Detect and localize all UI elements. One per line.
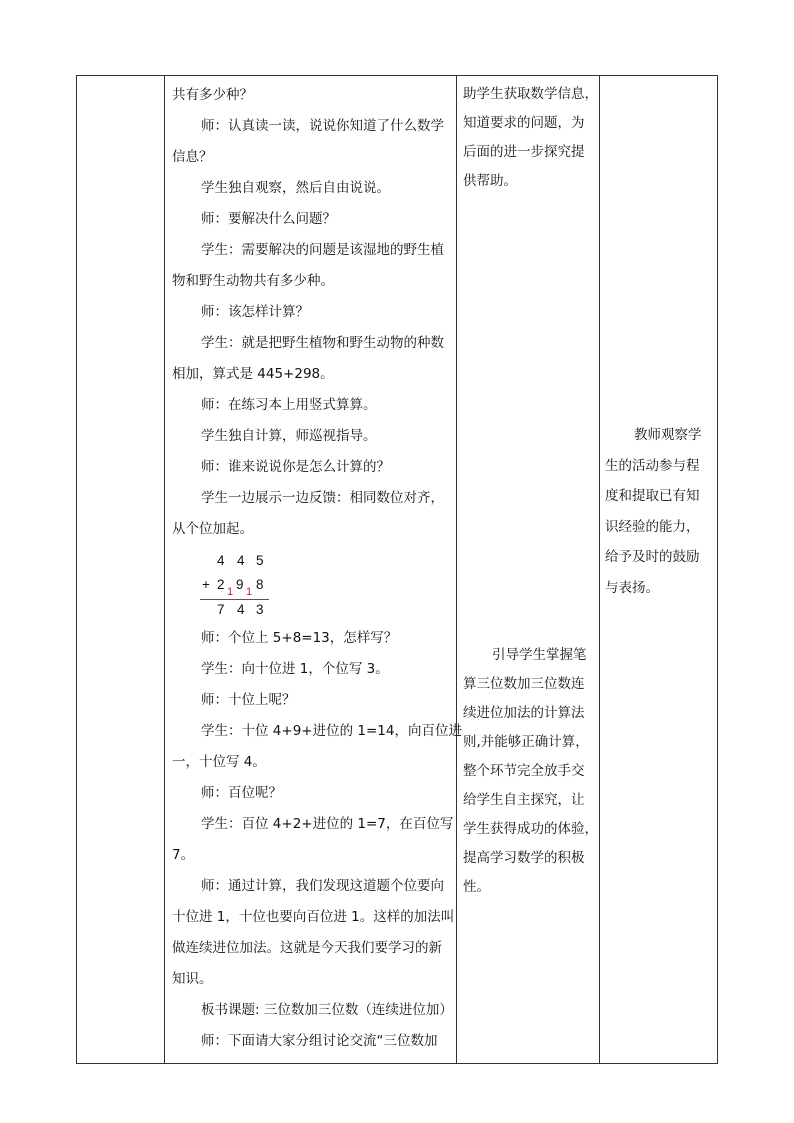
intent-block-2 [463,641,598,902]
text-line: 学生：就是把野生植物和野生动物的种数 [201,335,444,351]
text-line: 学生：向十位进 1，个位写 3。 [201,661,389,677]
text-line: 十位进 1，十位也要向百位进 1。这样的加法叫 [172,909,455,925]
text-line: 师：下面请大家分组讨论交流“三位数加 [201,1033,438,1049]
text-line: 师：谁来说说你是怎么计算的？ [201,459,390,475]
dialogue-before-calc [172,80,455,545]
text-line: 师：个位上 5+8=13，怎样写？ [201,630,398,646]
text-line: 引导学生掌握笔 [492,647,587,663]
vertical-addition [196,553,276,625]
result-digit-hundreds: 7 [217,602,225,617]
text-line: 学生一边展示一边反馈：相同数位对齐， [201,490,444,506]
text-line: 学生：十位 4+9+进位的 1=14，向百位进 [201,723,462,739]
top-digit-tens: 4 [237,553,245,568]
text-line: 给予及时的鼓励 [605,549,700,565]
text-line: 则,并能够正确计算， [463,734,589,750]
table-right-border [717,75,718,1064]
text-line: 后面的进一步探究提 [463,144,585,160]
text-line: 整个环节完全放手交 [463,763,585,779]
second-digit-tens: 9 [236,577,244,592]
text-line: 学生：需要解决的问题是该湿地的野生植 [201,242,444,258]
plus-operator: + [202,577,210,592]
text-line: 一，十位写 4。 [172,754,266,770]
text-line: 板书课题: 三位数加三位数（连续进位加） [201,1002,453,1018]
carry-mark-tens: 1 [246,586,253,598]
text-line: 师：十位上呢？ [201,692,296,708]
table-bottom-border [76,1063,718,1064]
text-line: 给学生自主探究，让 [463,792,585,808]
design-intent-column [463,80,598,895]
text-line: 学生独自观察，然后自由说说。 [201,180,390,196]
second-digit-ones: 8 [256,577,264,592]
text-line: 知识。 [172,971,213,987]
dialogue-after-calc [172,623,462,1057]
text-line: 学生独自计算，师巡视指导。 [201,428,377,444]
text-line: 物和野生动物共有多少种。 [172,273,334,289]
text-line: 师：通过计算，我们发现这道题个位要向 [201,878,444,894]
text-line: 供帮助。 [463,173,517,189]
second-digit-hundreds: 2 [217,577,225,592]
text-line: 生的活动参与程 [605,457,700,474]
text-line: 知道要求的问题，为 [463,115,585,131]
result-digit-tens: 4 [237,602,245,617]
text-line: 7。 [172,847,195,863]
text-line: 从个位加起。 [172,521,253,537]
text-line: 学生获得成功的体验， [463,821,598,837]
intent-block-1 [463,80,598,196]
column-divider-3 [599,75,600,1064]
text-line: 相加，算式是 445+298。 [172,366,334,382]
text-line: 师：该怎样计算？ [201,304,309,320]
evaluation-block [605,420,711,603]
table-left-border [76,75,77,1064]
text-line: 师：认真读一读，说说你知道了什么数学 [201,118,444,134]
text-line: 算三位数加三位数连 [463,676,585,692]
text-line: 助学生获取数学信息， [463,86,598,102]
text-line: 师：百位呢？ [201,785,282,801]
text-line: 教师观察学 [634,427,702,443]
table-top-border [76,75,718,76]
evaluation-column [605,420,711,603]
text-line: 学生：百位 4+2+进位的 1=7，在百位写 [201,816,454,832]
text-line: 做连续进位加法。这就是今天我们要学习的新 [172,940,442,956]
text-line: 信息？ [172,149,213,165]
text-line: 识经验的能力， [605,518,700,535]
text-line: 共有多少种？ [172,87,253,103]
text-line: 续进位加法的计算法 [463,705,585,721]
text-line: 性。 [463,879,490,895]
text-line: 度和提取已有知 [605,488,700,504]
sum-line [200,599,269,600]
text-line: 师：要解决什么问题？ [201,211,336,227]
top-digit-ones: 5 [256,553,264,568]
text-line: 提高学习数学的积极 [463,850,585,866]
column-divider-2 [456,75,457,1064]
text-line: 与表扬。 [605,579,659,596]
result-digit-ones: 3 [256,602,264,617]
column-divider-1 [164,75,165,1064]
top-digit-hundreds: 4 [217,553,225,568]
text-line: 师：在练习本上用竖式算算。 [201,397,377,413]
carry-mark-hundreds: 1 [227,586,234,598]
